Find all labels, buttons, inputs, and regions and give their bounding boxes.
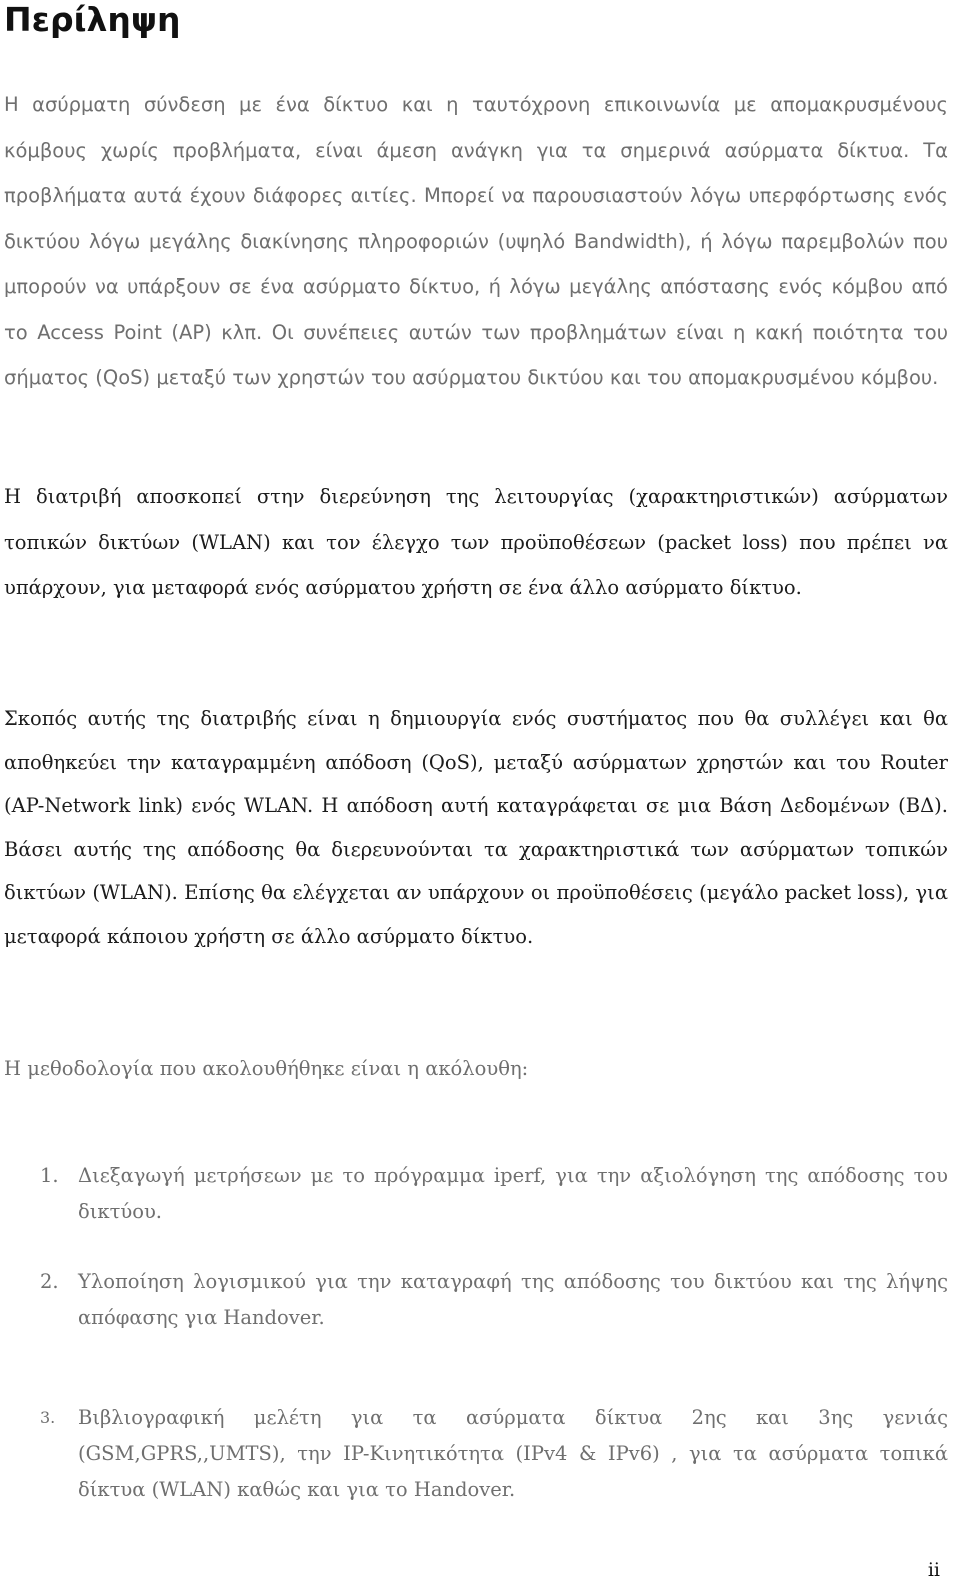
list-item-text: Υλοποίηση λογισμικού για την καταγραφή της απόδοσης του δικτύου και της λήψης απόφασης για Handover.: [78, 1270, 948, 1329]
list-item-number: 3.: [40, 1408, 56, 1427]
page-title: Περίληψη: [4, 0, 181, 39]
abstract-paragraph-1: Η ασύρματη σύνδεση με ένα δίκτυο και η ταυτόχρονη επικοινωνία με απομακρυσμένους κόμβους χωρίς προβλήματα, είναι άμεση ανάγκη για τα σημερινά ασύρματα δίκτυα. Τα προβλήματα αυτά έχουν διάφορες αιτίες. Μπορεί να παρουσιαστούν λόγω υπερφόρτωσης ενός δικτύου λόγω μεγάλης διακίνησης πληροφοριών (υψηλό Bandwidth), ή λόγω παρεμβολών που μπορούν να υπάρξουν σε ένα ασύρματο δίκτυο, ή λόγω μεγάλης απόστασης ενός κόμβου από το Access Point (AP) κλπ. Οι συνέπειες αυτών των προβλημάτων είναι η κακή ποιότητα του σήματος (QoS) μεταξύ των χρηστών του ασύρματου δικτύου και του απομακρυσμένου κόμβου.: [4, 93, 948, 389]
abstract-paragraph-3: Σκοπός αυτής της διατριβής είναι η δημιουργία ενός συστήματος που θα συλλέγει και θα αποθηκεύει την καταγραμμένη απόδοση (QoS), μεταξύ ασύρματων χρηστών και του Router (AP-Network link) ενός WLAN. Η απόδοση αυτή καταγράφεται σε μια Βάση Δεδομένων (ΒΔ). Βάσει αυτής της απόδοσης θα διερευνούνται τα χαρακτηριστικά των ασύρματων τοπικών δικτύων (WLAN). Επίσης θα ελέγχεται αν υπάρχουν οι προϋποθέσεις (μεγάλο packet loss), για μεταφορά κάποιου χρήστη σε άλλο ασύρματο δίκτυο.: [4, 707, 948, 948]
methodology-list-item: [40, 1400, 948, 1520]
page-number: ii: [927, 1559, 940, 1581]
list-item-text: Διεξαγωγή μετρήσεων με το πρόγραμμα iperf, για την αξιολόγηση της απόδοσης του δικτύου.: [78, 1164, 948, 1223]
list-item-number: 2.: [40, 1270, 59, 1293]
methodology-list-item: [40, 1158, 948, 1238]
abstract-paragraph-2: Η διατριβή αποσκοπεί στην διερεύνηση της λειτουργίας (χαρακτηριστικών) ασύρματων τοπικών δικτύων (WLAN) και τον έλεγχο των προϋποθέσεων (packet loss) που πρέπει να υπάρχουν, για μεταφορά ενός ασύρματου χρήστη σε ένα άλλο ασύρματο δίκτυο.: [4, 485, 948, 599]
list-item-number: 1.: [40, 1164, 59, 1187]
methodology-intro: Η μεθοδολογία που ακολουθήθηκε είναι η ακόλουθη:: [4, 1057, 529, 1080]
list-item-text: Βιβλιογραφική μελέτη για τα ασύρματα δίκτυα 2ης και 3ης γενιάς (GSM,GPRS,,UMTS), την IP-Κινητικότητα (IPv4 & IPv6) , για τα ασύρματα τοπικά δίκτυα (WLAN) καθώς και για το Handover.: [78, 1406, 948, 1501]
methodology-list-item: [40, 1264, 948, 1344]
